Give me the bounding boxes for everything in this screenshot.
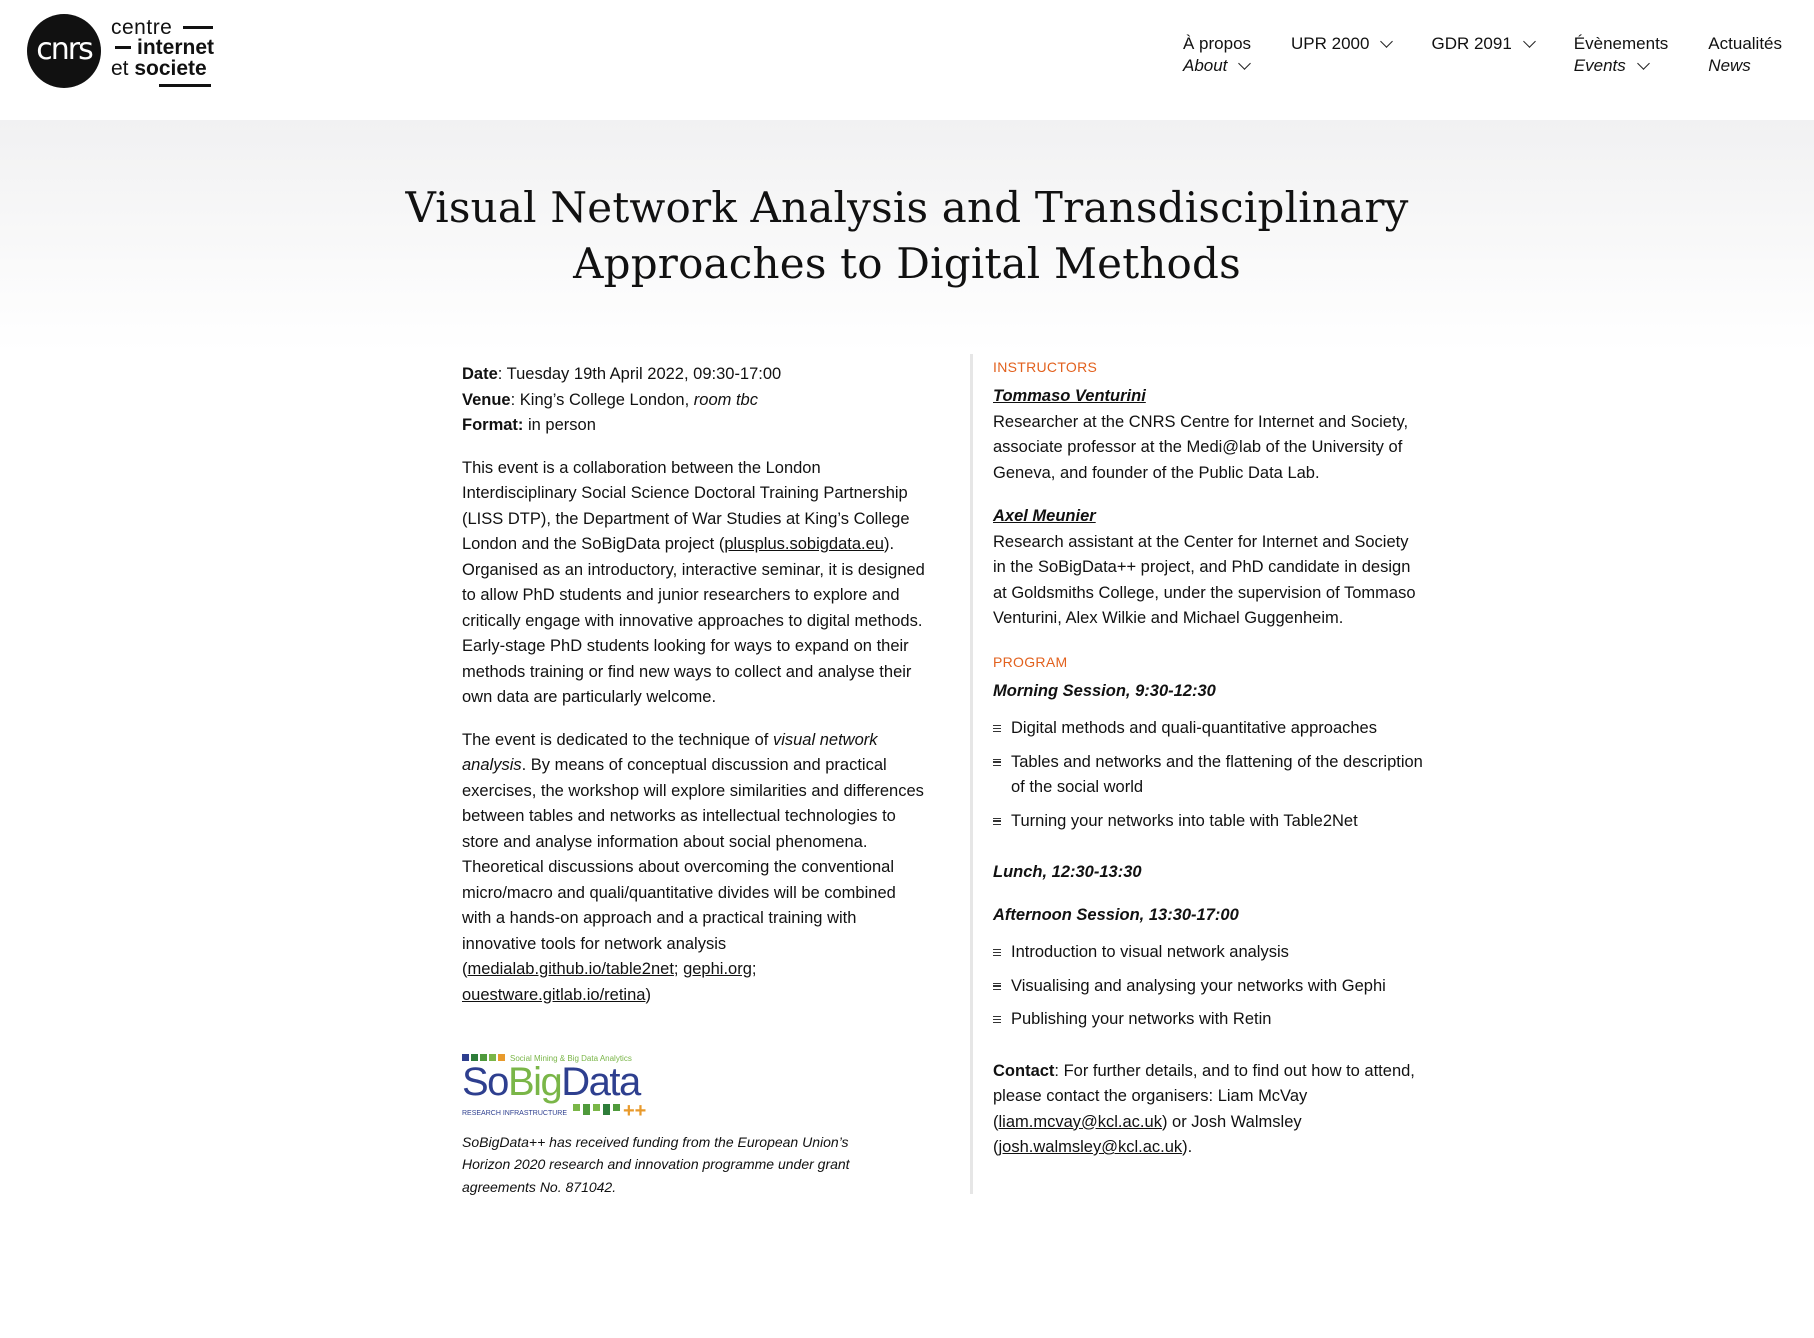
list-bullet-icon: [993, 818, 1001, 825]
page-hero: [0, 120, 1814, 352]
nav-label-en: About: [1182, 56, 1228, 75]
logo-bar: [183, 26, 213, 29]
logo-name-so: So: [462, 1060, 508, 1104]
paragraph-text: This event is a collaboration between the London Interdisciplinary Social Science Doctoral Training Partnership (LISS DTP), the Department of War Studies at King’s College London and the SoBigData project (: [462, 458, 910, 553]
morning-session-list: [993, 716, 1423, 834]
nav-label-fr: Actualités: [1708, 34, 1782, 53]
logo-name-big: Big: [507, 1060, 562, 1104]
funding-caption: SoBigData++ has received funding from the European Union’s Horizon 2020 research and innovation programme under grant agreements No. 871042.: [462, 1133, 850, 1195]
list-item: [993, 940, 1423, 966]
logo-tagline: Social Mining & Big Data Analytics: [510, 1054, 632, 1063]
logo-name-data: Data: [561, 1060, 640, 1104]
instructor: [993, 504, 1423, 632]
email-link-liam[interactable]: liam.mcvay@kcl.ac.uk: [998, 1112, 1162, 1131]
description-paragraph: [462, 728, 927, 1009]
logo-word-societe: societe: [134, 57, 207, 80]
logo-line-societe: [111, 58, 207, 79]
paragraph-text: The event is dedicated to the technique of: [462, 730, 773, 749]
nav-item-events[interactable]: [1574, 34, 1669, 77]
nav-item-about[interactable]: [1183, 34, 1251, 77]
instructor-bio: Researcher at the CNRS Centre for Internet and Society, associate professor at the Medi@lab of the University of Geneva, and founder of the Public Data Lab.: [993, 412, 1409, 482]
sobigdata-logo: [462, 1052, 662, 1122]
logo-wordmark: [111, 14, 241, 88]
page-title-line: Approaches to Digital Methods: [573, 239, 1241, 288]
paragraph-emphasis: visual network analysis: [462, 730, 878, 774]
afternoon-session-list: [993, 940, 1423, 1033]
logo-name: [462, 1060, 642, 1104]
page-title-line: Visual Network Analysis and Transdisciplinary: [405, 183, 1409, 232]
nav-label-fr: GDR 2091: [1431, 34, 1512, 53]
chevron-down-icon: [1637, 57, 1650, 70]
instructor: [993, 384, 1423, 486]
event-format: [462, 413, 927, 439]
date-value: : Tuesday 19th April 2022, 09:30-17:00: [497, 365, 782, 383]
chevron-down-icon: [1523, 35, 1536, 48]
morning-session-title: Morning Session, 9:30-12:30: [993, 681, 1216, 700]
table2net-link[interactable]: medialab.github.io/table2net: [467, 960, 674, 978]
paragraph-text: . By means of conceptual discussion and practical exercises, the workshop will explore similarities and differences between tables and networks as intellectual technologies to store and analyse information about social phenomena. Theoretical discussions about overcoming the conventional micro/macro and quali/quantitative divides will be combined with a hands-on approach and a practical training with innovative tools for network analysis (: [462, 756, 924, 978]
column-divider: [970, 354, 973, 1194]
page-title: [0, 180, 1814, 292]
list-item-text: Visualising and analysing your networks with Gephi: [1011, 976, 1386, 995]
nav-item-gdr-2091[interactable]: [1431, 34, 1533, 77]
list-bullet-icon: [993, 1016, 1001, 1023]
venue-label: Venue: [462, 390, 511, 409]
nav-label-en: Events: [1573, 56, 1626, 75]
event-description-column: [462, 362, 927, 1215]
retina-link[interactable]: ouestware.gitlab.io/retina: [462, 985, 646, 1004]
venue-value: : King’s College London,: [510, 390, 694, 409]
nav-item-news[interactable]: [1708, 34, 1782, 77]
instructor-bio: Research assistant at the Center for Internet and Society in the SoBigData++ project, and PhD candidate in design at Goldsmiths College, under the supervision of Tommaso Venturini, Alex Wilkie and Michael Guggenheim.: [993, 532, 1416, 627]
event-details-column: [993, 357, 1423, 1178]
list-item-text: Publishing your networks with Retin: [1011, 1010, 1272, 1028]
paragraph-text: ;: [751, 960, 757, 978]
event-date: [462, 362, 927, 388]
nav-item-upr-2000[interactable]: [1291, 34, 1391, 77]
list-item: [993, 974, 1423, 1000]
paragraph-text: ). Organised as an introductory, interactive seminar, it is designed to allow PhD students and junior researchers to explore and critically engage with innovative approaches to digital methods. Early-stage PhD students looking for ways to expand on their methods training or find new ways to collect and analyse their own data are particularly welcome.: [462, 535, 925, 706]
cnrs-logo-mark: [27, 14, 101, 88]
logo-line-internet: internet: [137, 36, 215, 59]
list-item: [993, 750, 1423, 801]
paragraph-text: ;: [673, 960, 684, 978]
email-link-josh[interactable]: josh.walmsley@kcl.ac.uk: [998, 1138, 1183, 1156]
gephi-link[interactable]: gephi.org: [683, 960, 752, 978]
instructor-name[interactable]: Tommaso Venturini: [993, 387, 1146, 405]
logo-line-centre: centre: [111, 16, 173, 39]
contact-paragraph: [993, 1059, 1423, 1161]
program-heading: PROGRAM: [993, 653, 1068, 670]
paragraph-text: ): [645, 985, 651, 1004]
format-label: Format:: [462, 416, 524, 434]
afternoon-session-title: Afternoon Session, 13:30-17:00: [993, 905, 1239, 924]
description-paragraph: [462, 456, 927, 711]
list-bullet-icon: [993, 983, 1001, 990]
contact-text: ).: [1182, 1138, 1193, 1156]
list-item-text: Turning your networks into table with Table2Net: [1011, 811, 1358, 830]
list-bullet-icon: [993, 725, 1001, 732]
nav-label-fr: À propos: [1182, 34, 1252, 53]
nav-label-en: News: [1708, 56, 1751, 75]
logo-word-et: et: [111, 57, 129, 80]
instructor-name[interactable]: Axel Meunier: [993, 507, 1096, 525]
list-item: [993, 716, 1423, 742]
list-item-text: Tables and networks and the flattening of the description of the social world: [1011, 752, 1423, 796]
list-bullet-icon: [993, 759, 1001, 766]
event-venue: [462, 388, 927, 414]
chevron-down-icon: [1239, 57, 1252, 70]
list-item-text: Introduction to visual network analysis: [1011, 943, 1289, 961]
nav-label-fr: UPR 2000: [1291, 34, 1370, 53]
event-meta: [462, 362, 927, 439]
list-item-text: Digital methods and quali-quantitative approaches: [1011, 719, 1377, 737]
date-label: Date: [462, 365, 498, 383]
list-item: [993, 1007, 1423, 1033]
contact-text: ) or Josh Walmsley (: [993, 1112, 1302, 1156]
logo-infra: RESEARCH INFRASTRUCTURE: [462, 1110, 568, 1117]
nav-label-fr: Évènements: [1573, 34, 1669, 53]
format-value: in person: [523, 416, 596, 434]
site-logo[interactable]: [27, 14, 241, 88]
cnrs-logo-text: cnrs: [36, 31, 92, 67]
list-item: [993, 809, 1423, 835]
lunch-title: Lunch, 12:30-13:30: [993, 863, 1142, 881]
venue-room: room tbc: [693, 390, 758, 409]
logo-bar: [115, 46, 131, 49]
logo-bars: [573, 1104, 620, 1115]
chevron-down-icon: [1381, 35, 1394, 48]
instructors-heading: INSTRUCTORS: [993, 359, 1098, 375]
list-bullet-icon: [993, 949, 1001, 956]
main-nav: [1143, 34, 1782, 77]
logo-plus: ++: [623, 1100, 647, 1122]
site-header: [0, 0, 1814, 120]
sobigdata-link[interactable]: plusplus.sobigdata.eu: [724, 535, 884, 553]
logo-bar: [159, 84, 211, 87]
contact-text: : For further details, and to find out how to attend, please contact the organisers: Liam McVay (: [993, 1061, 1415, 1131]
contact-label: Contact: [993, 1061, 1055, 1080]
